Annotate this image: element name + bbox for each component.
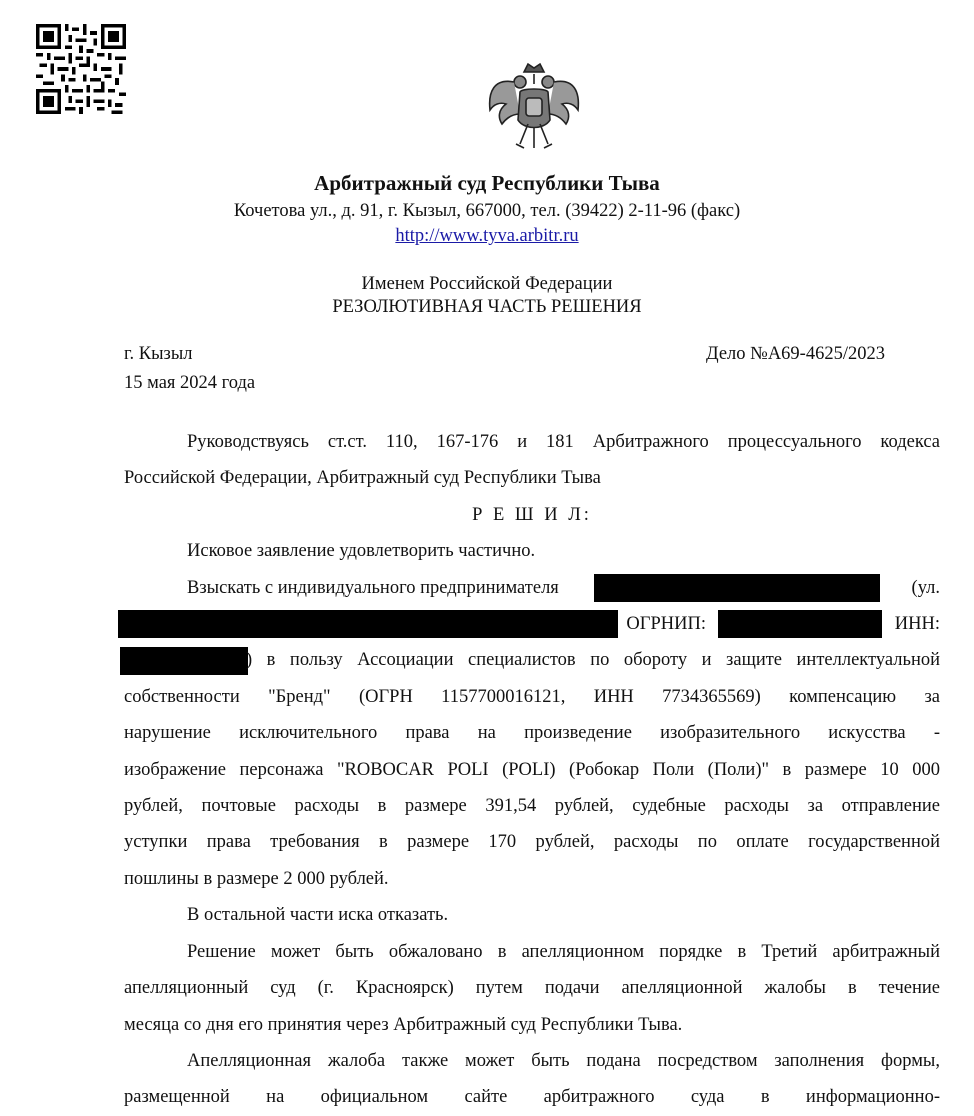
paragraph-basis-line-2: Российской Федерации, Арбитражный суд Республики Тыва <box>124 468 601 489</box>
paragraph-recover-line-1 <box>124 570 940 606</box>
city: г. Кызыл <box>124 344 193 364</box>
paragraph-claim-partial: Исковое заявление удовлетворить частично. <box>187 541 536 562</box>
document-type: РЕЗОЛЮТИВНАЯ ЧАСТЬ РЕШЕНИЯ <box>332 297 642 317</box>
inn-label: ИНН: <box>894 614 940 635</box>
coat-of-arms-icon <box>484 58 584 154</box>
paragraph-recover-line-5: нарушение исключительного права на произведение изобразительного искусства - <box>124 723 940 744</box>
website-link[interactable]: http://www.tyva.arbitr.ru <box>395 226 579 246</box>
ogrnip-label: ОГРНИП: <box>626 614 706 635</box>
paragraph-recover-line-2 <box>124 606 940 642</box>
paragraph-recover-line-3 <box>124 642 940 678</box>
recover-street: (ул. <box>911 577 940 598</box>
redaction-block <box>594 574 880 602</box>
court-address: Кочетова ул., д. 91, г. Кызыл, 667000, тел. (39422) 2-11-96 (факс) <box>233 201 741 221</box>
decided-heading: Р Е Ш И Л: <box>472 504 592 525</box>
recover-line-3-text: ) в пользу Ассоциации специалистов по обороту и защите интеллектуальной <box>246 650 940 671</box>
paragraph-appeal-line-2: апелляционный суд (г. Красноярск) путем подачи апелляционной жалобы в течение <box>124 978 940 999</box>
in-the-name-line: Именем Российской Федерации <box>361 274 613 294</box>
paragraph-recover-line-4: собственности "Бренд" (ОГРН 1157700016121, ИНН 7734365569) компенсацию за <box>124 686 940 707</box>
document-body <box>124 424 940 1116</box>
qr-code <box>36 24 126 114</box>
redaction-block <box>718 610 882 638</box>
paragraph-online-line-2: размещенной на официальном сайте арбитражного суда в информационно- <box>124 1087 940 1108</box>
paragraph-recover-line-9: пошлины в размере 2 000 рублей. <box>124 868 389 889</box>
court-website <box>0 226 974 247</box>
paragraph-appeal-line-3: месяца со дня его принятия через Арбитражный суд Республики Тыва. <box>124 1014 683 1035</box>
paragraph-reject: В остальной части иска отказать. <box>187 905 449 926</box>
redaction-block <box>120 647 248 675</box>
redaction-block <box>118 610 618 638</box>
paragraph-recover-line-6: изображение персонажа "ROBOCAR POLI (POLI) (Робокар Поли (Поли)" в размере 10 000 <box>124 759 940 780</box>
case-number: Дело №А69-4625/2023 <box>706 344 885 364</box>
paragraph-recover-line-7: рублей, почтовые расходы в размере 391,54 рублей, судебные расходы за отправление <box>124 796 940 817</box>
court-name: Арбитражный суд Республики Тыва <box>314 171 660 195</box>
paragraph-basis-line-1: Руководствуясь ст.ст. 110, 167-176 и 181 Арбитражного процессуального кодекса <box>187 432 940 452</box>
decision-date: 15 мая 2024 года <box>124 373 256 393</box>
paragraph-recover-line-8: уступки права требования в размере 170 рублей, расходы по оплате государственной <box>124 832 940 853</box>
recover-text: Взыскать с индивидуального предпринимателя <box>187 577 559 598</box>
paragraph-online-line-1: Апелляционная жалоба также может быть подана посредством заполнения формы, <box>187 1050 940 1071</box>
paragraph-appeal-line-1: Решение может быть обжаловано в апелляционном порядке в Третий арбитражный <box>187 941 940 962</box>
